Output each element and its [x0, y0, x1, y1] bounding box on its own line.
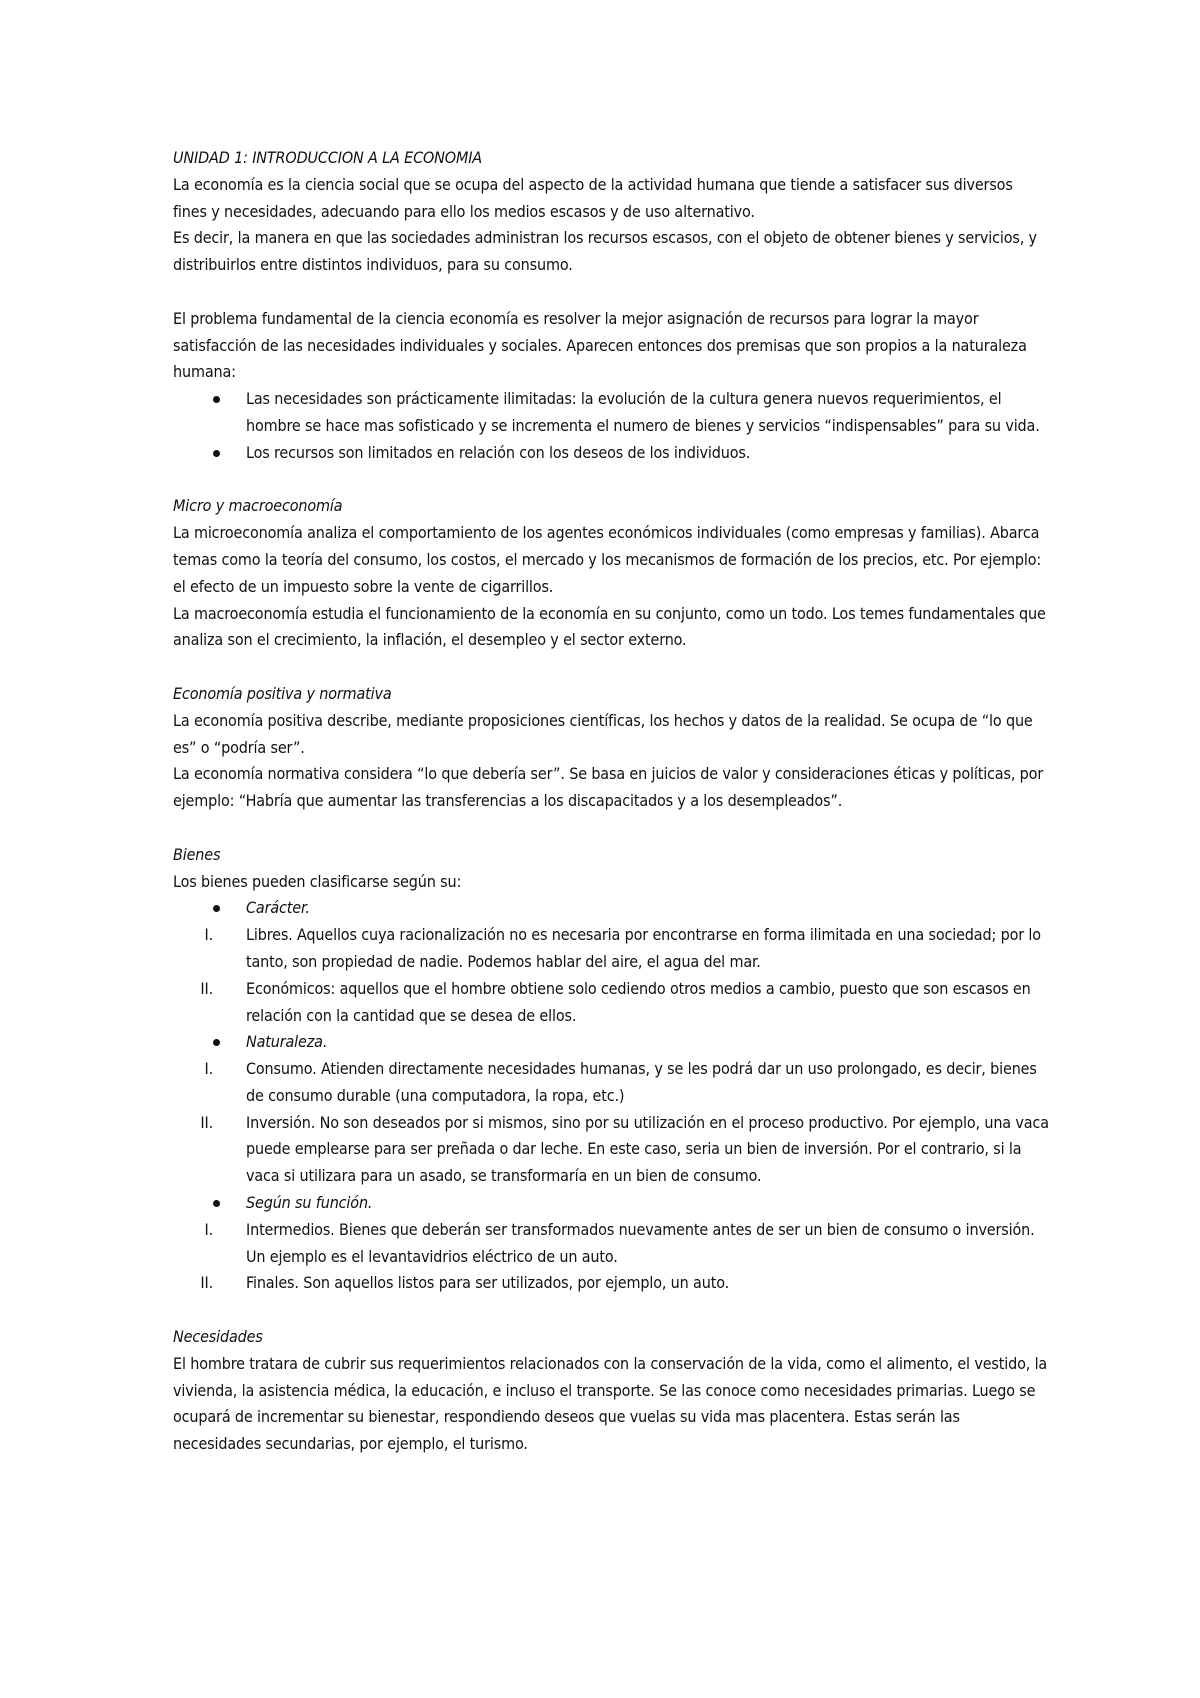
roman-item — [173, 976, 1050, 1030]
roman-item-text: Inversión. No son deseados por si mismos, sino por su utilización en el proceso productivo. Por ejemplo, una vaca puede emplearse para ser preñada o dar leche. En este caso, seria un bien de inversión. Por el contrario, si la vaca si utilizara para un asado, se transformaría en un bien de consumo. — [246, 1112, 1049, 1186]
bienes-categories-list — [173, 1029, 1050, 1056]
section-heading-necesidades: Necesidades — [173, 1327, 263, 1347]
roman-marker: I. — [204, 1059, 213, 1079]
paragraph-gap — [173, 1297, 1050, 1324]
bienes-category — [173, 1190, 1050, 1217]
roman-marker: II. — [200, 1112, 213, 1132]
premises-list — [173, 386, 1050, 466]
roman-item — [173, 922, 1050, 976]
roman-marker: I. — [204, 925, 213, 945]
roman-item — [173, 1217, 1050, 1271]
micro-paragraph: La microeconomía analiza el comportamiento de los agentes económicos individuales (como empresas y familias). Abarca temas como la teoría del consumo, los costos, el mercado y los mecanismos de formación de los precios, etc. Por ejemplo: el efecto de un impuesto sobre la vente de cigarrillos. — [173, 523, 1042, 596]
premise-item: Las necesidades son prácticamente ilimitadas: la evolución de la cultura genera nuevos requerimientos, el hombre se hace mas sofisticado y se incrementa el numero de bienes y servicios “indispensables” para su vida. — [173, 386, 1050, 440]
bienes-categories-list — [173, 895, 1050, 922]
roman-item-text: Libres. Aquellos cuya racionalización no es necesaria por encontrarse en forma ilimitada en una sociedad; por lo tanto, son propiedad de nadie. Podemos hablar del aire, el agua del mar. — [246, 925, 1041, 971]
bienes-categories-list — [173, 1190, 1050, 1217]
category-title: Carácter. — [246, 898, 310, 918]
section-heading-positiva-normativa: Economía positiva y normativa — [173, 683, 392, 703]
problem-paragraph: El problema fundamental de la ciencia economía es resolver la mejor asignación de recursos para lograr la mayor satisfacción de las necesidades individuales y sociales. Aparecen entonces dos premisas que son propios a la naturaleza humana: — [173, 308, 1027, 382]
roman-list — [173, 1217, 1050, 1297]
section-heading-bienes: Bienes — [173, 844, 221, 864]
roman-item-text: Consumo. Atienden directamente necesidades humanas, y se les podrá dar un uso prolongado, es decir, bienes de consumo durable (una computadora, la ropa, etc.) — [246, 1059, 1037, 1105]
roman-list — [173, 1056, 1050, 1190]
roman-item-text: Intermedios. Bienes que deberán ser transformados nuevamente antes de ser un bien de consumo o inversión. Un ejemplo es el levantavidrios eléctrico de un auto. — [246, 1219, 1035, 1266]
roman-item — [173, 1110, 1050, 1190]
paragraph-gap — [173, 654, 1050, 681]
paragraph-gap — [173, 279, 1050, 306]
positiva-paragraph: La economía positiva describe, mediante proposiciones científicas, los hechos y datos de la realidad. Se ocupa de “lo que es” o “podría ser”. — [173, 710, 1033, 757]
premise-item: Los recursos son limitados en relación con los deseos de los individuos. — [173, 440, 1050, 467]
bienes-category — [173, 895, 1050, 922]
bienes-intro: Los bienes pueden clasificarse según su: — [173, 871, 462, 891]
macro-paragraph: La macroeconomía estudia el funcionamiento de la economía en su conjunto, como un todo. Los temes fundamentales que analiza son el crecimiento, la inflación, el desempleo y el sector externo. — [173, 603, 1046, 650]
intro-paragraph: Es decir, la manera en que las sociedades administran los recursos escasos, con el objeto de obtener bienes y servicios, y distribuirlos entre distintos individuos, para su consumo. — [173, 228, 1037, 275]
roman-list — [173, 922, 1050, 1029]
paragraph-gap — [173, 467, 1050, 494]
roman-item-text: Económicos: aquellos que el hombre obtiene solo cediendo otros medios a cambio, puesto que son escasos en relación con la cantidad que se desea de ellos. — [246, 978, 1031, 1025]
paragraph-gap — [173, 815, 1050, 842]
roman-marker: II. — [200, 1273, 213, 1293]
bienes-category — [173, 1029, 1050, 1056]
category-title: Según su función. — [246, 1193, 373, 1213]
roman-item-text: Finales. Son aquellos listos para ser utilizados, por ejemplo, un auto. — [246, 1273, 729, 1293]
necesidades-paragraph: El hombre tratara de cubrir sus requerimientos relacionados con la conservación de la vida, como el alimento, el vestido, la vivienda, la asistencia médica, la educación, e incluso el transporte. Se las conoce como necesidades primarias. Luego se ocupará de incrementar su bienestar, respondiendo deseos que vuelas su vida mas placentera. Estas serán las necesidades secundarias, por ejemplo, el turismo. — [173, 1353, 1048, 1454]
roman-marker: II. — [200, 978, 213, 998]
normativa-paragraph: La economía normativa considera “lo que debería ser”. Se basa en juicios de valor y consideraciones éticas y políticas, por ejemplo: “Habría que aumentar las transferencias a los discapacitados y a los desempleados”. — [173, 764, 1044, 811]
roman-item — [173, 1056, 1050, 1110]
roman-item — [173, 1270, 1050, 1297]
category-title: Naturaleza. — [246, 1032, 328, 1052]
section-heading-micro-macro: Micro y macroeconomía — [173, 496, 343, 516]
unit-title: UNIDAD 1: INTRODUCCION A LA ECONOMIA — [173, 148, 482, 167]
intro-paragraph: La economía es la ciencia social que se ocupa del aspecto de la actividad humana que tiende a satisfacer sus diversos fines y necesidades, adecuando para ello los medios escasos y de uso alternativo. — [173, 174, 1013, 221]
roman-marker: I. — [204, 1219, 213, 1239]
